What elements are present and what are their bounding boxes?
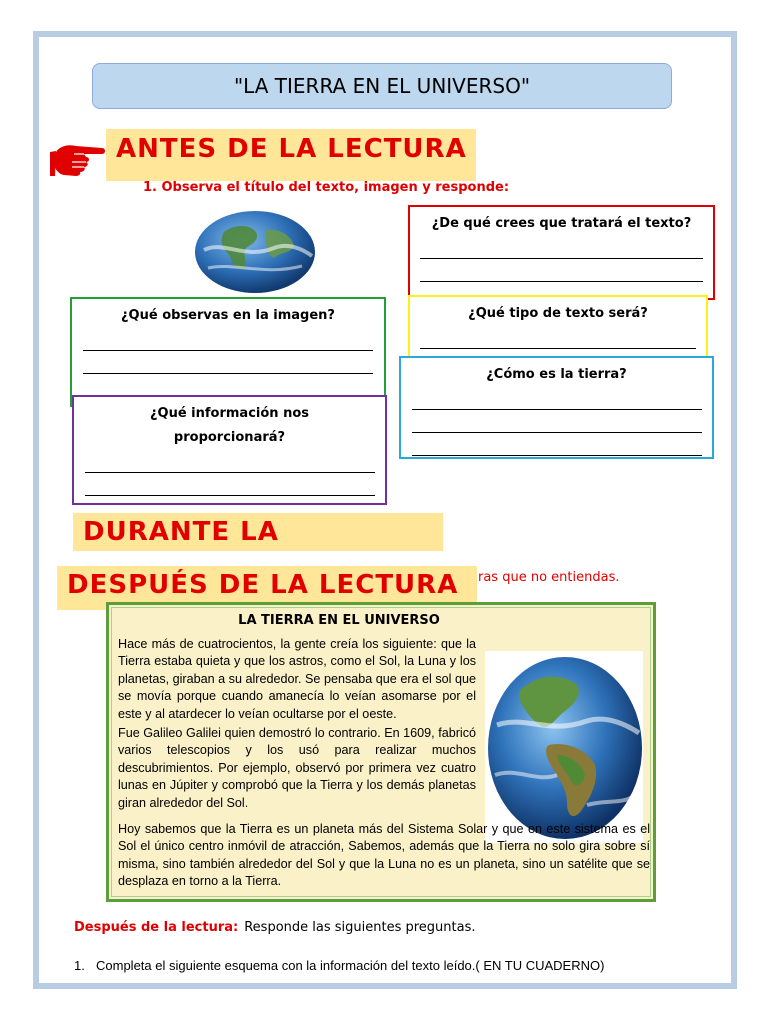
answer-line[interactable] xyxy=(420,236,703,259)
instruction-antes: 1. Observa el título del texto, imagen y responde: xyxy=(143,180,510,195)
earth-image xyxy=(194,210,316,294)
question-box-imagen[interactable] xyxy=(70,297,386,407)
answer-line[interactable] xyxy=(412,410,702,433)
question-info: ¿Qué información nos proporcionará? xyxy=(149,406,309,445)
answer-line[interactable] xyxy=(412,433,702,456)
answer-line[interactable] xyxy=(420,259,703,282)
question-imagen: ¿Qué observas en la imagen? xyxy=(121,308,335,323)
list-number: 1. xyxy=(74,958,85,973)
header-durante-la-lectura: DURANTE LA xyxy=(73,513,443,551)
list-text: Completa el siguiente esquema con la información del texto leído.( EN TU CUADERNO) xyxy=(96,958,605,973)
answer-line[interactable] xyxy=(83,351,373,374)
question-box-tema[interactable] xyxy=(408,205,715,300)
instruction-durante: ras que no entiendas. xyxy=(478,570,620,585)
header-antes-de-la-lectura: ANTES DE LA LECTURA xyxy=(106,129,476,181)
after-reading-instruction xyxy=(74,920,476,935)
pointing-hand-icon xyxy=(50,138,106,178)
answer-line[interactable] xyxy=(85,473,375,496)
earth-image xyxy=(487,655,643,841)
after-reading-text: Responde las siguientes preguntas. xyxy=(244,920,476,935)
question-box-tipo[interactable] xyxy=(408,295,708,360)
question-tierra: ¿Cómo es la tierra? xyxy=(486,367,627,382)
reading-text-box xyxy=(106,602,656,902)
header-despues-de-la-lectura: DESPUÉS DE LA LECTURA xyxy=(57,566,477,610)
reading-paragraph-3: Hoy sabemos que la Tierra es un planeta más del Sistema Solar y que en este sistema es el Sol el único centro inmóvil de atracción, Sabemos, además que la Tierra no solo gira sobre sí misma, sino también alrededor del Sol y que la Luna no es un planeta, sino un satélite que se desplaza en torno a la Tierra. xyxy=(118,822,650,889)
reading-paragraph-1: Hace más de cuatrocientos, la gente creía los siguiente: que la Tierra estaba quieta y que los astros, como el Sol, la Luna y los planetas, giraban a su alrededor. Se pensaba que era el sol que se movía porque cuando amanecía lo veían asomarse por el este y al atardecer lo veían ocultarse por el oeste. xyxy=(118,637,476,721)
page-title: "LA TIERRA EN EL UNIVERSO" xyxy=(92,63,672,109)
answer-line[interactable] xyxy=(83,374,373,397)
answer-line[interactable] xyxy=(85,450,375,473)
list-item xyxy=(74,958,604,973)
question-tipo: ¿Qué tipo de texto será? xyxy=(468,306,648,321)
question-box-info[interactable] xyxy=(72,395,387,505)
answer-line[interactable] xyxy=(83,328,373,351)
after-reading-label: Después de la lectura: xyxy=(74,920,239,935)
answer-line[interactable] xyxy=(412,387,702,410)
reading-title: LA TIERRA EN EL UNIVERSO xyxy=(238,613,440,628)
reading-paragraph-2: Fue Galileo Galilei quien demostró lo contrario. En 1609, fabricó varios telescopios y los usó para realizar muchos descubrimientos. Por ejemplo, observó por primera vez cuatro lunas en Júpiter y comprobó que la Tierra y los demás planetas giran alrededor del Sol. xyxy=(118,726,476,810)
question-tema: ¿De qué crees que tratará el texto? xyxy=(431,216,692,231)
question-box-tierra[interactable] xyxy=(399,356,714,459)
answer-line[interactable] xyxy=(420,326,696,349)
